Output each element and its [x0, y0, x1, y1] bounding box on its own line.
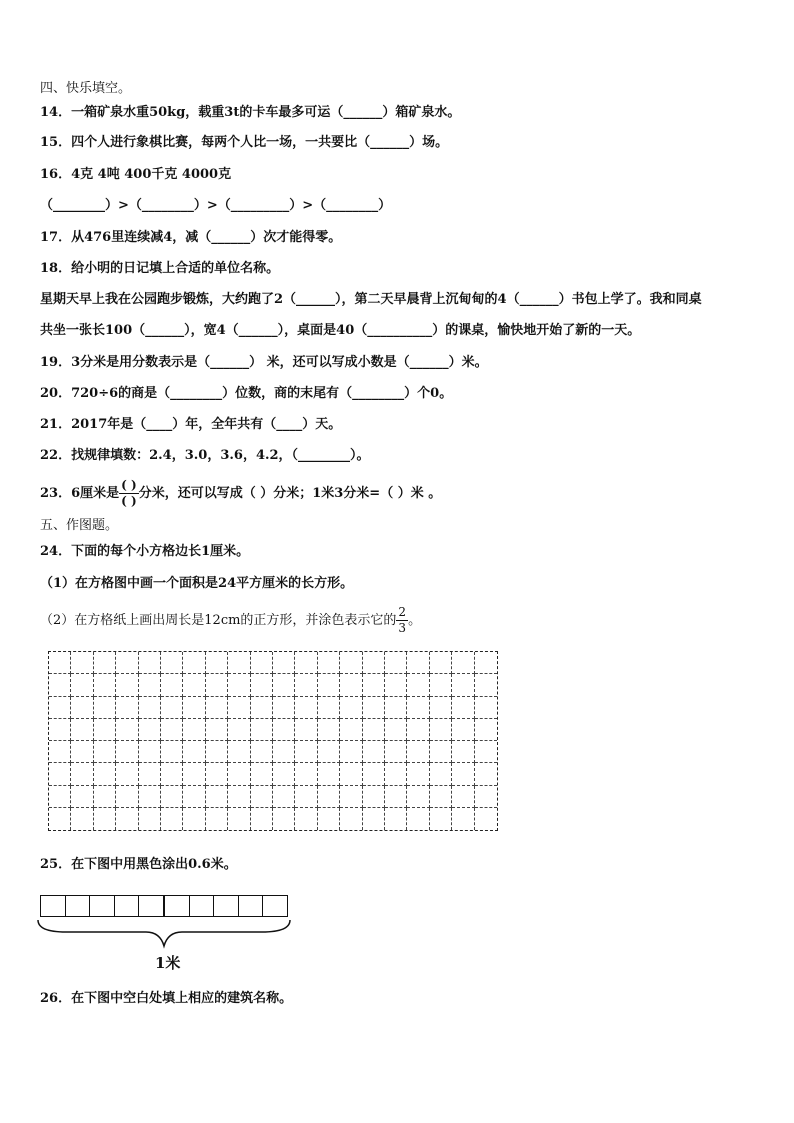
grid-cell[interactable]: [139, 741, 161, 763]
grid-cell[interactable]: [71, 674, 93, 696]
text-line: 26．在下图中空白处填上相应的建筑名称。: [40, 991, 293, 1006]
grid-cell[interactable]: [475, 697, 497, 719]
grid-cell[interactable]: [430, 719, 452, 741]
grid-cell[interactable]: [340, 786, 362, 808]
grid-cell[interactable]: [273, 719, 295, 741]
grid-cell[interactable]: [206, 741, 228, 763]
grid-cell[interactable]: [251, 697, 273, 719]
grid-cell[interactable]: [318, 719, 340, 741]
grid-cell[interactable]: [161, 763, 183, 785]
grid-cell[interactable]: [183, 808, 205, 830]
grid-cell[interactable]: [139, 786, 161, 808]
text-line: （________）>（________）>（_________）>（________）: [40, 198, 392, 213]
grid-cell[interactable]: [49, 808, 71, 830]
grid-cell[interactable]: [295, 763, 317, 785]
grid-cell[interactable]: [273, 652, 295, 674]
grid-cell[interactable]: [407, 786, 429, 808]
grid-cell[interactable]: [161, 719, 183, 741]
grid-cell[interactable]: [206, 674, 228, 696]
grid-cell[interactable]: [363, 719, 385, 741]
grid-cell[interactable]: [183, 674, 205, 696]
grid-cell[interactable]: [228, 697, 250, 719]
text-line: 15．四个人进行象棋比赛，每两个人比一场，一共要比（______）场。: [40, 135, 449, 150]
grid-cell[interactable]: [71, 697, 93, 719]
grid-cell[interactable]: [475, 719, 497, 741]
grid-cell[interactable]: [295, 808, 317, 830]
text-line: 14．一箱矿泉水重50kg，载重3t的卡车最多可运（______）箱矿泉水。: [40, 105, 461, 120]
grid-cell[interactable]: [452, 719, 474, 741]
grid-cell[interactable]: [206, 786, 228, 808]
grid-cell[interactable]: [363, 697, 385, 719]
grid-cell[interactable]: [139, 763, 161, 785]
grid-cell[interactable]: [452, 763, 474, 785]
strip-segment[interactable]: [190, 896, 215, 916]
grid-cell[interactable]: [385, 697, 407, 719]
text-line: 18．给小明的日记填上合适的单位名称。: [40, 261, 280, 276]
text-line: 24．下面的每个小方格边长1厘米。: [40, 544, 250, 559]
grid-cell[interactable]: [385, 741, 407, 763]
grid-cell[interactable]: [139, 808, 161, 830]
curly-brace-icon: [36, 918, 292, 950]
grid-cell[interactable]: [116, 763, 138, 785]
grid-cell[interactable]: [94, 786, 116, 808]
text-line: 四、快乐填空。: [40, 81, 132, 96]
grid-cell[interactable]: [49, 697, 71, 719]
grid-cell[interactable]: [94, 808, 116, 830]
text-line: （1）在方格图中画一个面积是24平方厘米的长方形。: [40, 576, 354, 591]
grid-cell[interactable]: [183, 741, 205, 763]
grid-cell[interactable]: [228, 719, 250, 741]
grid-cell[interactable]: [71, 719, 93, 741]
grid-cell[interactable]: [385, 786, 407, 808]
grid-cell[interactable]: [161, 674, 183, 696]
strip-segment[interactable]: [115, 896, 140, 916]
grid-cell[interactable]: [71, 763, 93, 785]
grid-cell[interactable]: [206, 808, 228, 830]
grid-cell[interactable]: [251, 808, 273, 830]
grid-cell[interactable]: [183, 719, 205, 741]
grid-cell[interactable]: [228, 674, 250, 696]
text-line: 17．从476里连续减4，减（______）次才能得零。: [40, 230, 342, 245]
strip-segment[interactable]: [66, 896, 91, 916]
grid-cell[interactable]: [251, 719, 273, 741]
grid-cell[interactable]: [340, 674, 362, 696]
grid-cell[interactable]: [430, 674, 452, 696]
grid-cell[interactable]: [430, 786, 452, 808]
grid-cell[interactable]: [139, 697, 161, 719]
grid-cell[interactable]: [139, 719, 161, 741]
grid-cell[interactable]: [251, 786, 273, 808]
grid-cell[interactable]: [452, 808, 474, 830]
grid-cell[interactable]: [206, 697, 228, 719]
grid-cell[interactable]: [318, 652, 340, 674]
grid-cell[interactable]: [251, 652, 273, 674]
grid-cell[interactable]: [49, 719, 71, 741]
grid-cell[interactable]: [430, 697, 452, 719]
grid-cell[interactable]: [116, 786, 138, 808]
text-line: 20．720÷6的商是（________）位数，商的末尾有（________）个0。: [40, 386, 453, 401]
grid-cell[interactable]: [94, 763, 116, 785]
grid-cell[interactable]: [363, 741, 385, 763]
q23-fraction: $\frac{( )}{( )}$: [121, 478, 137, 508]
grid-cell[interactable]: [94, 652, 116, 674]
grid-cell[interactable]: [452, 697, 474, 719]
strip-segment[interactable]: [214, 896, 239, 916]
text-line: 25．在下图中用黑色涂出0.6米。: [40, 857, 237, 872]
grid-cell[interactable]: [94, 741, 116, 763]
grid-cell[interactable]: [340, 652, 362, 674]
grid-cell[interactable]: [475, 763, 497, 785]
grid-cell[interactable]: [228, 763, 250, 785]
grid-cell[interactable]: [183, 763, 205, 785]
text-line: 16．4克 4吨 400千克 4000克: [40, 167, 232, 182]
grid-cell[interactable]: [273, 697, 295, 719]
grid-cell[interactable]: [228, 652, 250, 674]
q24-part2-line: （2）在方格纸上画出周长是12cm的正方形，并涂色表示它的 $\frac{2}{3}$ 。: [40, 605, 422, 635]
grid-cell[interactable]: [206, 719, 228, 741]
grid-cell[interactable]: [407, 674, 429, 696]
q23-line: 23．6厘米是 $\frac{( )}{( )}$ 分米，还可以写成（ ）分米；1米3分米=（ ）米 。: [40, 478, 442, 508]
grid-cell[interactable]: [385, 674, 407, 696]
strip-segment[interactable]: [139, 896, 165, 916]
grid-cell[interactable]: [161, 786, 183, 808]
grid-cell[interactable]: [295, 786, 317, 808]
grid-cell[interactable]: [295, 674, 317, 696]
grid-cell[interactable]: [71, 786, 93, 808]
grid-cell[interactable]: [363, 786, 385, 808]
grid-cell[interactable]: [407, 763, 429, 785]
grid-cell[interactable]: [94, 697, 116, 719]
text-line: 19．3分米是用分数表示是（______） 米，还可以写成小数是（______）米。: [40, 355, 488, 370]
grid-cell[interactable]: [49, 652, 71, 674]
grid-cell[interactable]: [295, 719, 317, 741]
grid-cell[interactable]: [452, 786, 474, 808]
text-line: 共坐一张长100（______），宽4（______），桌面是40（__________）的课桌，愉快地开始了新的一天。: [40, 323, 641, 338]
grid-cell[interactable]: [71, 652, 93, 674]
grid-cell[interactable]: [407, 652, 429, 674]
grid-cell[interactable]: [318, 674, 340, 696]
grid-cell[interactable]: [251, 763, 273, 785]
grid-cell[interactable]: [295, 652, 317, 674]
grid-cell[interactable]: [206, 763, 228, 785]
grid-cell[interactable]: [161, 697, 183, 719]
grid-cell[interactable]: [407, 741, 429, 763]
square-grid[interactable]: [48, 651, 498, 831]
grid-cell[interactable]: [340, 719, 362, 741]
grid-cell[interactable]: [318, 763, 340, 785]
grid-cell[interactable]: [251, 741, 273, 763]
grid-cell[interactable]: [71, 808, 93, 830]
grid-cell[interactable]: [94, 674, 116, 696]
grid-cell[interactable]: [49, 786, 71, 808]
grid-cell[interactable]: [318, 808, 340, 830]
grid-cell[interactable]: [363, 808, 385, 830]
grid-cell[interactable]: [228, 786, 250, 808]
strip-segment[interactable]: [239, 896, 264, 916]
grid-cell[interactable]: [363, 674, 385, 696]
grid-cell[interactable]: [430, 808, 452, 830]
grid-cell[interactable]: [116, 652, 138, 674]
grid-cell[interactable]: [139, 674, 161, 696]
grid-cell[interactable]: [183, 652, 205, 674]
grid-cell[interactable]: [385, 808, 407, 830]
grid-cell[interactable]: [273, 674, 295, 696]
grid-cell[interactable]: [161, 652, 183, 674]
strip-segment[interactable]: [90, 896, 115, 916]
two-thirds-fraction: $\frac{2}{3}$: [398, 605, 407, 635]
grid-cell[interactable]: [363, 763, 385, 785]
grid-cell[interactable]: [452, 741, 474, 763]
text-line: 22．找规律填数：2.4，3.0，3.6，4.2，（________）。: [40, 448, 370, 463]
grid-cell[interactable]: [295, 697, 317, 719]
grid-cell[interactable]: [452, 652, 474, 674]
grid-cell[interactable]: [273, 808, 295, 830]
grid-cell[interactable]: [340, 808, 362, 830]
grid-cell[interactable]: [385, 719, 407, 741]
grid-cell[interactable]: [49, 741, 71, 763]
grid-cell[interactable]: [228, 741, 250, 763]
text-line: 星期天早上我在公园跑步锻炼，大约跑了2（______），第二天早晨背上沉甸甸的4（______）书包上学了。我和同桌: [40, 292, 702, 307]
grid-cell[interactable]: [183, 697, 205, 719]
grid-cell[interactable]: [430, 652, 452, 674]
grid-cell[interactable]: [273, 763, 295, 785]
grid-cell[interactable]: [318, 786, 340, 808]
grid-cell[interactable]: [318, 741, 340, 763]
grid-cell[interactable]: [475, 808, 497, 830]
grid-cell[interactable]: [340, 763, 362, 785]
grid-cell[interactable]: [206, 652, 228, 674]
grid-cell[interactable]: [273, 786, 295, 808]
grid-cell[interactable]: [94, 719, 116, 741]
grid-cell[interactable]: [161, 808, 183, 830]
grid-cell[interactable]: [452, 674, 474, 696]
grid-cell[interactable]: [295, 741, 317, 763]
grid-cell[interactable]: [475, 741, 497, 763]
grid-cell[interactable]: [475, 786, 497, 808]
grid-cell[interactable]: [363, 652, 385, 674]
grid-cell[interactable]: [407, 808, 429, 830]
grid-cell[interactable]: [475, 674, 497, 696]
grid-cell[interactable]: [183, 786, 205, 808]
text-line: 五、作图题。: [40, 518, 119, 533]
grid-cell[interactable]: [251, 674, 273, 696]
grid-cell[interactable]: [407, 697, 429, 719]
grid-cell[interactable]: [116, 741, 138, 763]
grid-cell[interactable]: [385, 652, 407, 674]
grid-cell[interactable]: [430, 763, 452, 785]
grid-cell[interactable]: [273, 741, 295, 763]
strip-segment[interactable]: [41, 896, 66, 916]
grid-cell[interactable]: [49, 674, 71, 696]
text-line: 21．2017年是（____）年，全年共有（____）天。: [40, 417, 342, 432]
strip-segment[interactable]: [165, 896, 190, 916]
grid-cell[interactable]: [116, 808, 138, 830]
grid-cell[interactable]: [71, 741, 93, 763]
grid-cell[interactable]: [340, 741, 362, 763]
strip-segment[interactable]: [263, 896, 287, 916]
grid-cell[interactable]: [407, 719, 429, 741]
grid-cell[interactable]: [116, 697, 138, 719]
grid-cell[interactable]: [318, 697, 340, 719]
meter-strip[interactable]: [40, 895, 288, 917]
grid-cell[interactable]: [116, 719, 138, 741]
grid-cell[interactable]: [475, 652, 497, 674]
grid-cell[interactable]: [430, 741, 452, 763]
grid-cell[interactable]: [116, 674, 138, 696]
one-meter-label: 1米: [155, 954, 181, 972]
grid-cell[interactable]: [161, 741, 183, 763]
grid-cell[interactable]: [139, 652, 161, 674]
grid-cell[interactable]: [49, 763, 71, 785]
grid-cell[interactable]: [228, 808, 250, 830]
grid-cell[interactable]: [340, 697, 362, 719]
grid-cell[interactable]: [385, 763, 407, 785]
